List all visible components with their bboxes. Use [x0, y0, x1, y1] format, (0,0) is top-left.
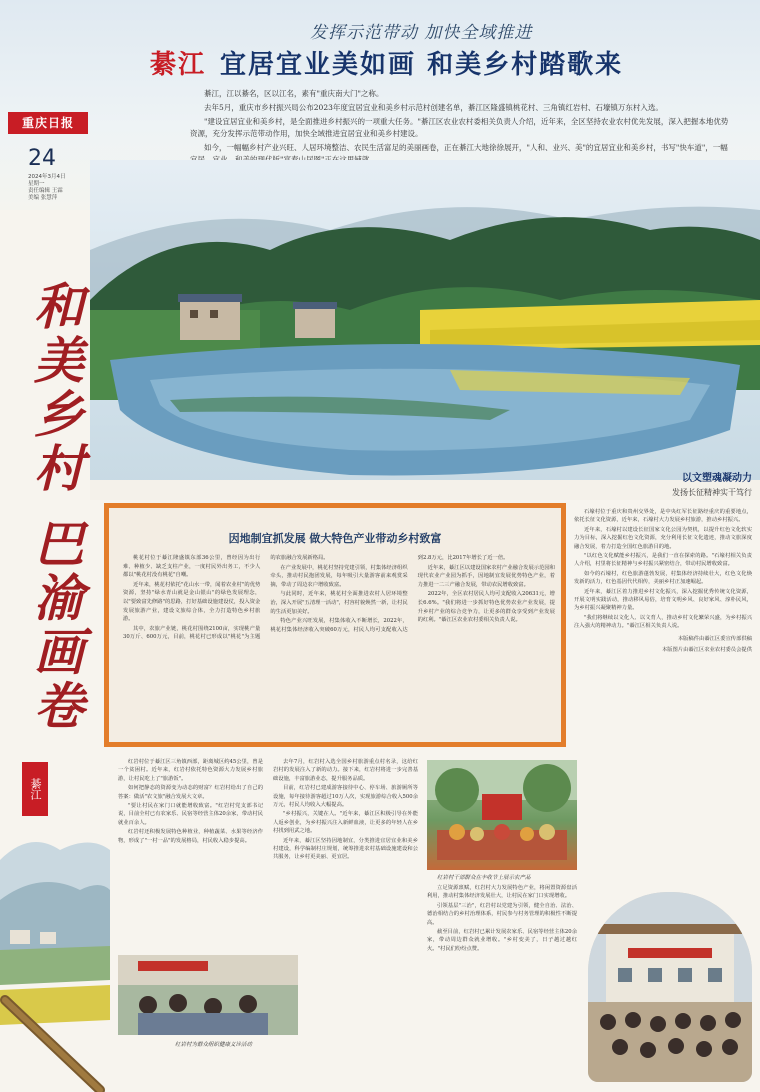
lower-paragraph: 目前，红岩村已建成游客接待中心、停车场、旅游厕所等设施，每年接待游客超过10万人次，实现旅游综合收入500余万元，村民人均收入大幅提高。 [273, 785, 418, 809]
header-subtitle: 发挥示范带动 加快全域推进 [310, 23, 533, 43]
village-building-illustration [588, 892, 752, 1082]
meta-line: 2024年3月4日 [28, 174, 66, 180]
feature-paragraph: 桃花村位于綦江隆盛镇东部36公里，曾经因为出行难、种植少、缺乏支柱产业，一度村民外出务工，不少人都以"桃花村没有桃花"自嘲。 [123, 555, 261, 579]
headline-text: 宜居宜业美如画 和美乡村踏歌来 [220, 50, 624, 80]
lead-paragraphs [190, 88, 730, 168]
photo-caption: 红岩村干部群众在丰收节上展示农产品 [437, 875, 531, 881]
health-clinic-photo [118, 955, 298, 1035]
feature-title: 因地制宜抓发展 做大特色产业带动乡村致富 [228, 532, 442, 545]
lower2-paragraph: 立足资源禀赋，红岩村大力发展特色产业，将闲置资源盘活利用，推动村集体经济发展壮大，让村民在家门口实现增收。 [427, 885, 577, 900]
issue-meta [28, 174, 66, 202]
county-seal: 綦江 [22, 762, 48, 816]
meta-line: 星期一 [28, 181, 45, 187]
right-paragraph: "我们将继续以文化人、以文育人，推动乡村文化繁荣兴盛，为乡村振兴注入强大的精神动力。"綦江区相关负责人说。 [574, 614, 752, 630]
feature-article-box [104, 503, 566, 747]
lower-paragraph: 红岩村还积极发展特色种植业，种植蔬菜、水果等经济作物，形成了"一村一品"的发展格局，村民收入稳步提高。 [118, 829, 263, 844]
lead-paragraph: "建设宜居宜业和美乡村，是全面推进乡村振兴的一项重大任务。"綦江区农业农村委相关负责人介绍，近年来，全区坚持农业农村优先发展，深入把握本地优势资源，充分发挥示范带动作用，加快全域推进宜居宜业和美乡村建设。 [190, 117, 729, 138]
feature-body [123, 554, 555, 738]
feature-paragraph: 在产业发展中，桃花村坚持党建引领，村集体经济组织牵头，推动村民抱团发展，每年吸引大量游客前来观赏采摘，带动了周边农户增收致富。 [270, 564, 408, 588]
feature-paragraph: 与此同时，近年来，桃花村全面推进农村人居环境整治，深入开展"五清理一活动"，村容村貌焕然一新，让村民的生活更加美好。 [270, 591, 408, 615]
lower-paragraph: 近年来，綦江区坚持因地制宜，分类推进宜居宜业和美乡村建设，科学编制村庄规划，统筹推进农村基础设施建设和公共服务，让乡村更美丽、更宜居。 [273, 837, 418, 861]
meta-line: 责任编辑 王霖 [28, 188, 63, 194]
lower2-paragraph: 引领基层"三治"，红岩村以党建为引领，健全自治、法治、德治相结合的乡村治理体系，村民参与村务管理的积极性不断提高。 [427, 902, 577, 926]
byline: 本版稿件由綦江区委宣传部供稿 [677, 635, 752, 642]
harvest-illustration [427, 760, 577, 870]
right-body [574, 508, 752, 631]
harvest-festival-photo [427, 760, 577, 870]
lead-paragraph: 去年5月，重庆市乡村振兴局公布2023年度宜居宜业和美乡村示范村创建名单，綦江区隆盛镇桃花村、三角镇红岩村、石壕镇万东村入选。 [204, 103, 663, 112]
lower-paragraph: "乡村振兴，关键在人。"近年来，綦江区积极引导在外能人返乡创业，为乡村振兴注入新鲜血液，让更多的年轻人在乡村找到用武之地。 [273, 811, 418, 835]
headline-place: 綦江 [150, 50, 207, 80]
right-column [574, 472, 752, 653]
lead-paragraph: 如今，一幅幅乡村产业兴旺、人居环境整洁、农民生活富足的美丽画卷，正在綦江大地徐徐展开，"人和、业兴、美"的宜居宜业和美乡村，书写"快车道"，一幅 [204, 143, 728, 152]
right-headline [574, 472, 752, 500]
meta-line: 美编 张慧萍 [28, 195, 58, 201]
right-paragraph: "以红色文化赋能乡村振兴，是我们一直在探索的路。"石壕村相关负责人介绍，村里将长征精神与乡村振兴紧密结合，带动村民增收致富。 [574, 553, 752, 568]
lead-paragraph: 綦江，江以綦名，区以江名，素有"重庆南大门"之称。 [204, 89, 384, 98]
right-paragraph: 如今的石壕村，红色旅游蓬勃发展，村集体经济持续壮大，红色文化焕发新的活力，红色基因代代相传，美丽乡村正加速崛起。 [574, 570, 752, 586]
right-paragraph: 近年来，綦江区着力推进乡村文化振兴，深入挖掘优秀传统文化资源，开展文明实践活动，推动移风易俗，培育文明乡风、良好家风、淳朴民风，为乡村振兴凝聚精神力量。 [574, 588, 752, 612]
lower-paragraph: 如何把静态的资源变为动态的财富？红岩村给出了自己的答案：做活"农文旅"融合发展大文章。 [118, 785, 263, 800]
hero-landscape-photo [90, 160, 760, 500]
right-paragraph: 近年来，石壕村以建设长征国家文化公园为契机，以提升红色文化软实力为目标，深入挖掘红色文化资源，充分利用长征文化遗迹，推动文旅深度融合发展，着力打造全国红色旅游目的地。 [574, 526, 752, 550]
feature-paragraph: 2022年，全区农村居民人均可支配收入20631元，增长6.6%。"我们将进一步抓好特色优势农业产业发展，提升乡村产业的综合竞争力，让更多的群众享受到产业发展的红利。"綦江区农业农村委相关负责人说。 [417, 591, 555, 624]
photo-caption: 红岩村为群众组织健康义诊活动 [175, 1042, 253, 1048]
landscape-illustration [90, 160, 760, 500]
right-headline-main: 以文塑魂凝动力 [682, 473, 752, 484]
page-number: 24 [28, 146, 56, 171]
page-headline [150, 44, 623, 81]
lower-article-continued [427, 884, 577, 1074]
lower2-paragraph: 截至目前，红岩村已累计发展农家乐、民宿等经营主体20余家，带动周边群众就业增收。"乡村变美了，日子越过越红火。"村民们纷纷点赞。 [427, 929, 577, 952]
feature-paragraph: 近年来，綦江区以建设国家农村产业融合发展示范园和现代农业产业园为抓手，因地制宜发展优势特色产业，着力推进一二三产融合发展，带动农民增收致富。 [417, 564, 555, 588]
right-paragraph: 石壕村位于重庆和贵州交界处，是中央红军长征路经重庆的重要地点，依托长征文化资源，近年来，石壕村大力发展乡村旅游，推动乡村振兴。 [574, 509, 752, 524]
right-subhead: 发扬长征精神实干笃行 [672, 488, 752, 497]
lower-paragraph: "要让村民在家门口就能增收致富。"红岩村党支部书记说，目前全村已有农家乐、民宿等经营主体20余家，带动村民就业百余人。 [118, 803, 263, 826]
village-building-photo [588, 892, 752, 1082]
feature-paragraph: 特色产业兴旺发展，村集体收入不断增长，2022年，桃花村集体经济收入突破60万元，村民人均可支配收入达到2.8万元，比2017年增长了近一倍。 [270, 555, 509, 633]
newspaper-logo: 重庆日报 [8, 112, 88, 134]
feature-paragraph: 近年来，桃花村依托"花山水一带，闻着农业村"的优势资源，坚持"绿水青山就是金山银山"的绿色发展理念，以"要致富先修路"的思路，打好基础设施建设仗，投入资金发展旅游产业，建设文旅综合体，全力打造特色乡村旅游。 [123, 581, 261, 623]
vertical-title: 和美乡村 巴渝画卷 [26, 280, 85, 734]
left-decoration [0, 820, 110, 1092]
byline: 本版图片由綦江区农业农村委员会提供 [661, 646, 752, 653]
lower-paragraph: 去年7月，红岩村入选全国乡村旅游重点村名录，这给红岩村的发展注入了新的动力。接下来，红岩村将进一步完善基础设施，丰富旅游业态，提升服务品质。 [273, 759, 418, 782]
feature-paragraph: 其中，农旅产业链，桃花村围绕2100亩，实现桃产量30万斤、600万元，目前，桃花村已形成以"桃花"为主题的农旅融合发展新格局。 [123, 555, 329, 641]
lower-paragraph: 红岩村位于綦江区三角镇西部，距离城区约45公里，曾是一个贫困村。近年来，红岩村依托特色资源大力发展乡村旅游，让村民吃上了"旅游饭"。 [118, 759, 263, 782]
clinic-illustration [118, 955, 298, 1035]
